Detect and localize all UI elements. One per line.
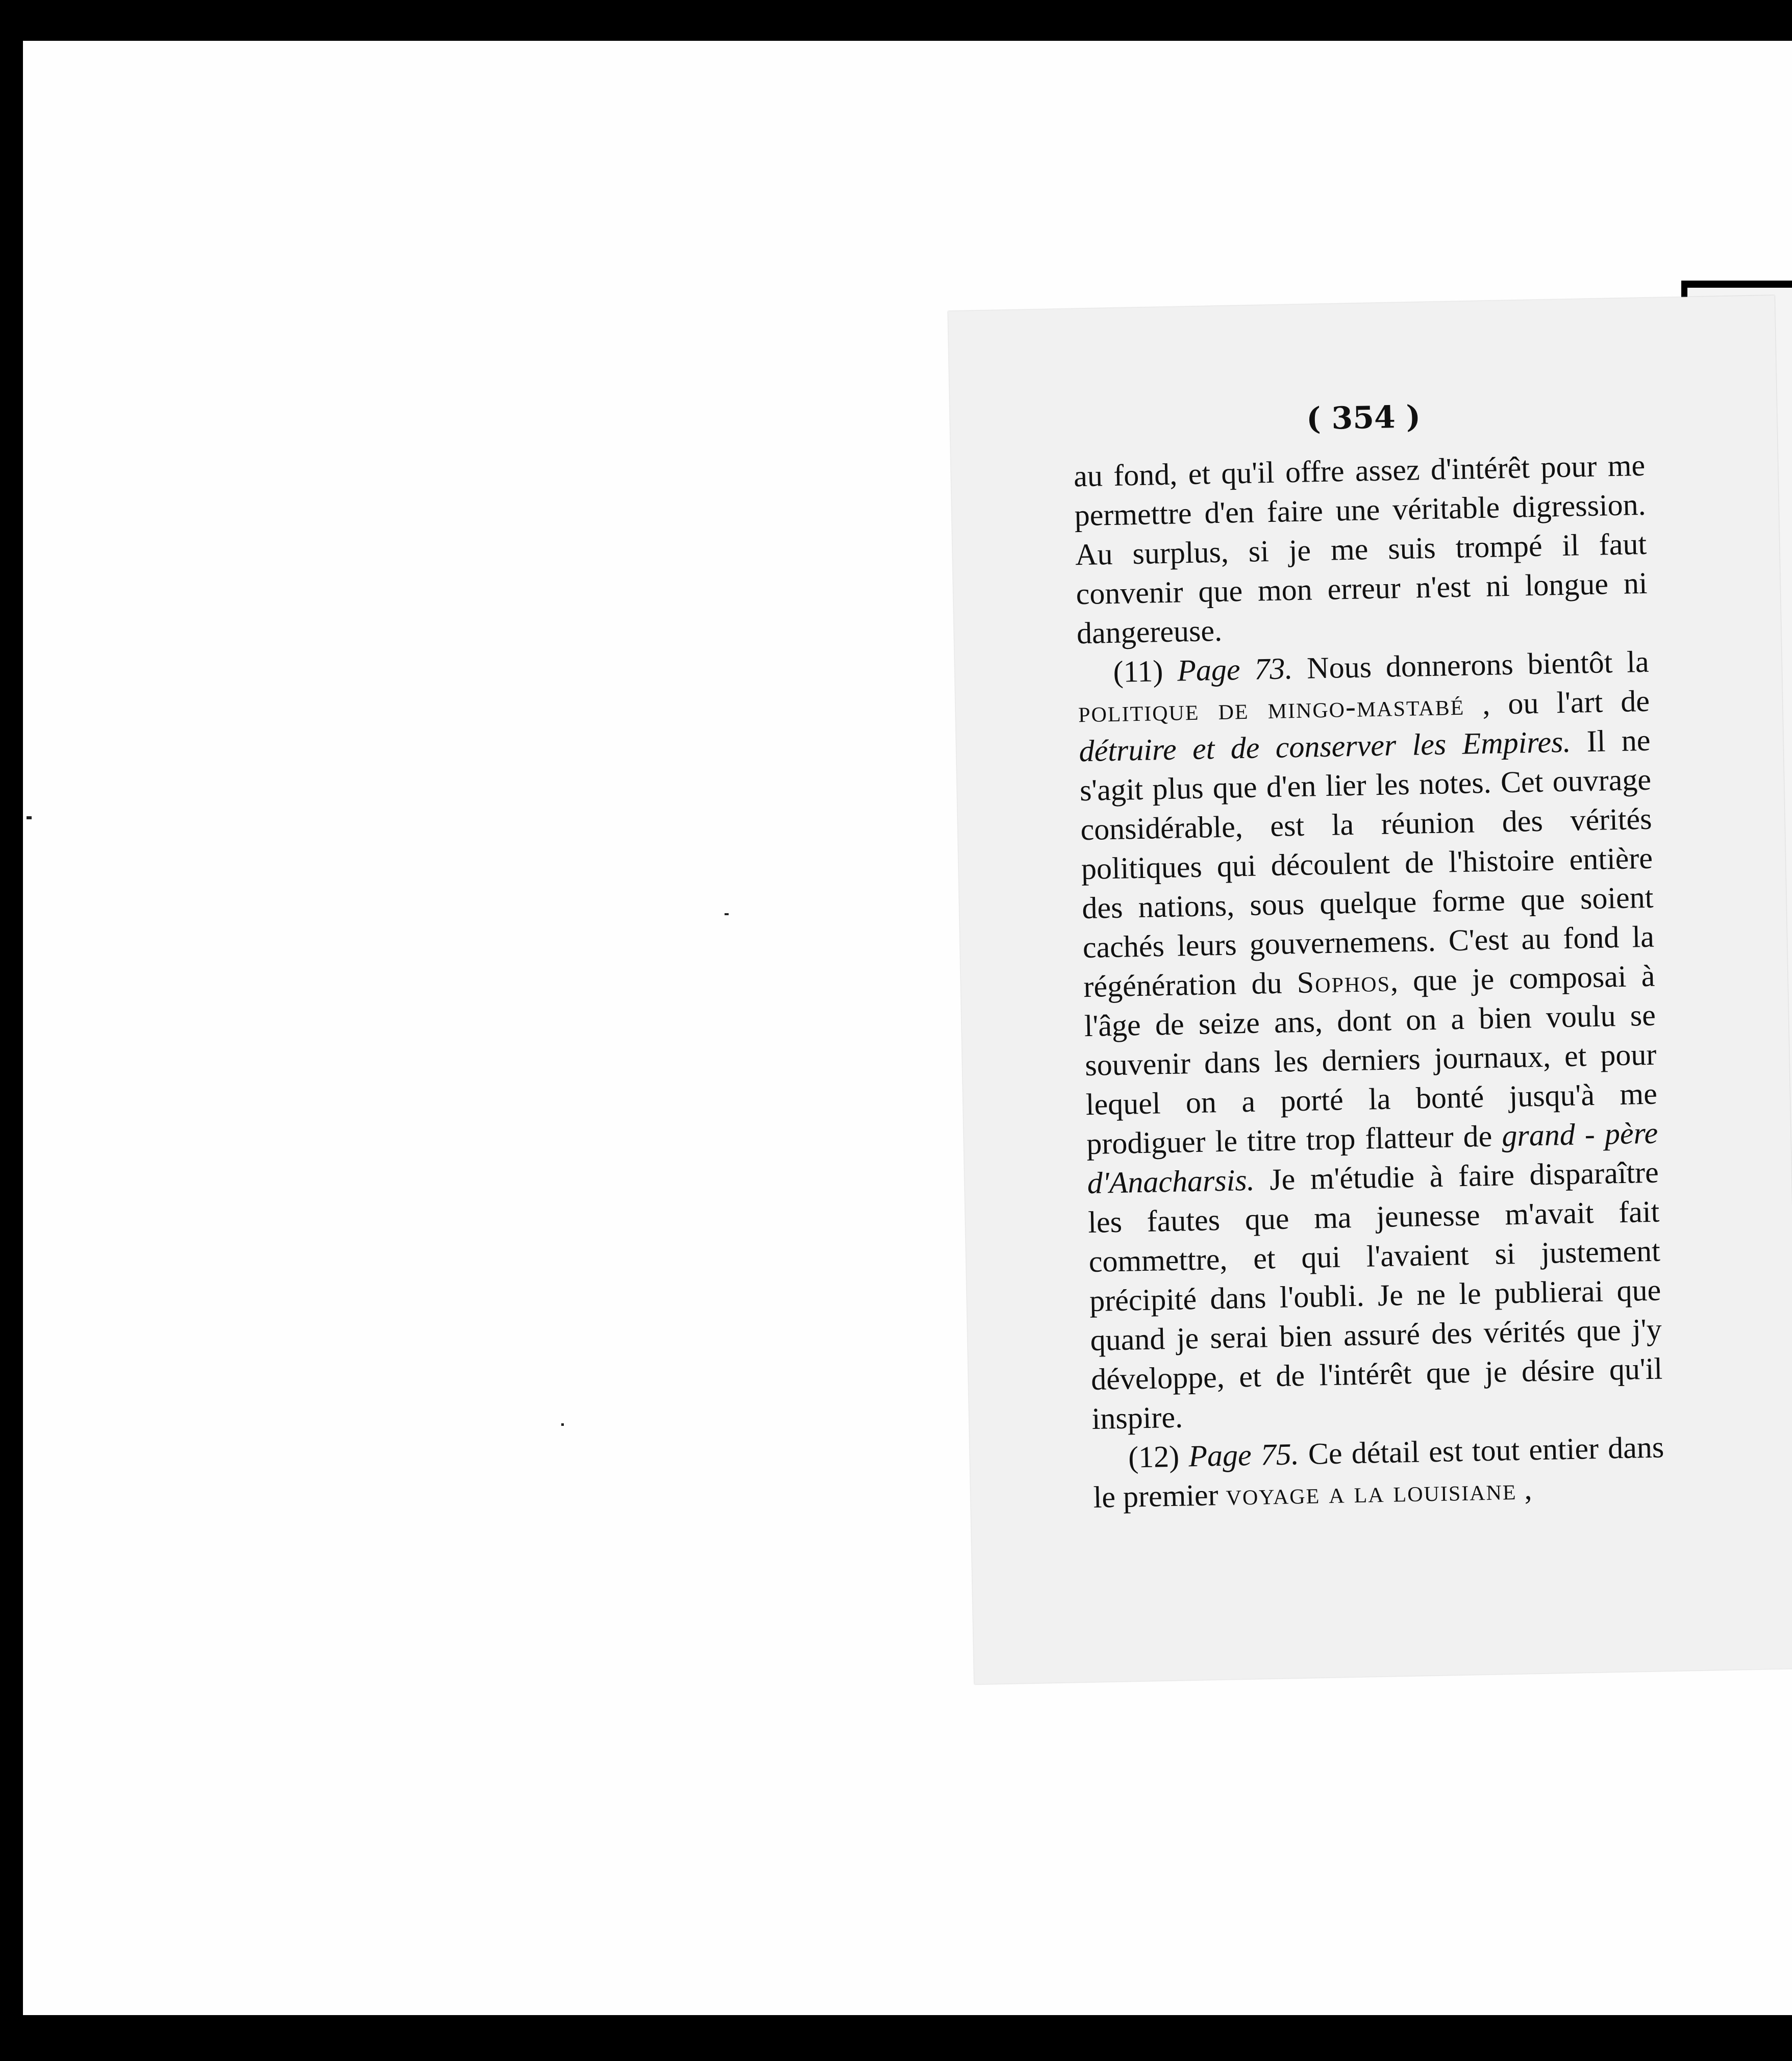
- speck: [27, 816, 32, 819]
- note-number: (12): [1128, 1439, 1180, 1474]
- page-number: ( 354 ): [1306, 399, 1421, 437]
- note-page-ref: Page 75.: [1188, 1437, 1300, 1473]
- note-text: ,: [1524, 1472, 1532, 1506]
- note-title-smallcaps: voyage a la louisiane: [1225, 1472, 1517, 1512]
- note-text: Il ne s'agit plus que d'en lier les notes. Cet ouvrage considérable, est la réunion des vérités politiques qui découlent de l'histoire entière des nations, sous quelque forme que soient cachés leurs gouvernemens. C'est au fond la régénération du: [1079, 723, 1655, 1004]
- film-frame-bottom: [0, 2015, 1792, 2061]
- note-name-smallcaps: Sophos: [1297, 964, 1391, 1000]
- note-page-ref: Page 73.: [1177, 651, 1293, 688]
- note-text: Nous donnerons bientôt la: [1306, 644, 1650, 685]
- note-text: Ce détail est tout entier dans le premier: [1093, 1430, 1664, 1514]
- note-11: [1077, 642, 1663, 1439]
- note-number: (11): [1112, 654, 1163, 689]
- page-text: [1074, 446, 1665, 1517]
- note-text: , que je composai à l'âge de seize ans, dont on a bien voulu se souvenir dans les derniers journaux, et pour lequel on a porté la bonté jusqu'à me prodiguer le titre trop flatteur de: [1084, 959, 1658, 1161]
- paragraph-continuation: [1074, 446, 1649, 653]
- note-text: , ou l'art de: [1482, 684, 1650, 721]
- paragraph-text: au fond, et qu'il offre assez d'intérêt pour me permettre d'en faire une véritable digression. Au surplus, si je me suis trompé il faut convenir que mon erreur n'est ni longue ni dangereuse.: [1073, 448, 1648, 650]
- note-title-italic: détruire et de conserver les Empires.: [1078, 724, 1571, 768]
- note-12: [1092, 1427, 1665, 1517]
- note-title-italic: grand - père d'Anacharsis.: [1087, 1116, 1658, 1200]
- book-page: [948, 295, 1792, 1685]
- film-frame-top: [0, 0, 1792, 41]
- note-title-smallcaps: politique de mingo-mastabé: [1078, 687, 1465, 729]
- speck: [725, 913, 729, 915]
- film-frame-left: [0, 0, 23, 2061]
- note-text: Je m'étudie à faire disparaître les fautes que ma jeunesse m'avait fait commettre, et qui l'avaient si justement précipité dans l'oubli. Je ne le publierai que quand je serai bien assuré des vérités que j'y développe, et de l'intérêt que je désire qu'il inspire.: [1087, 1155, 1663, 1436]
- speck: [561, 1423, 564, 1426]
